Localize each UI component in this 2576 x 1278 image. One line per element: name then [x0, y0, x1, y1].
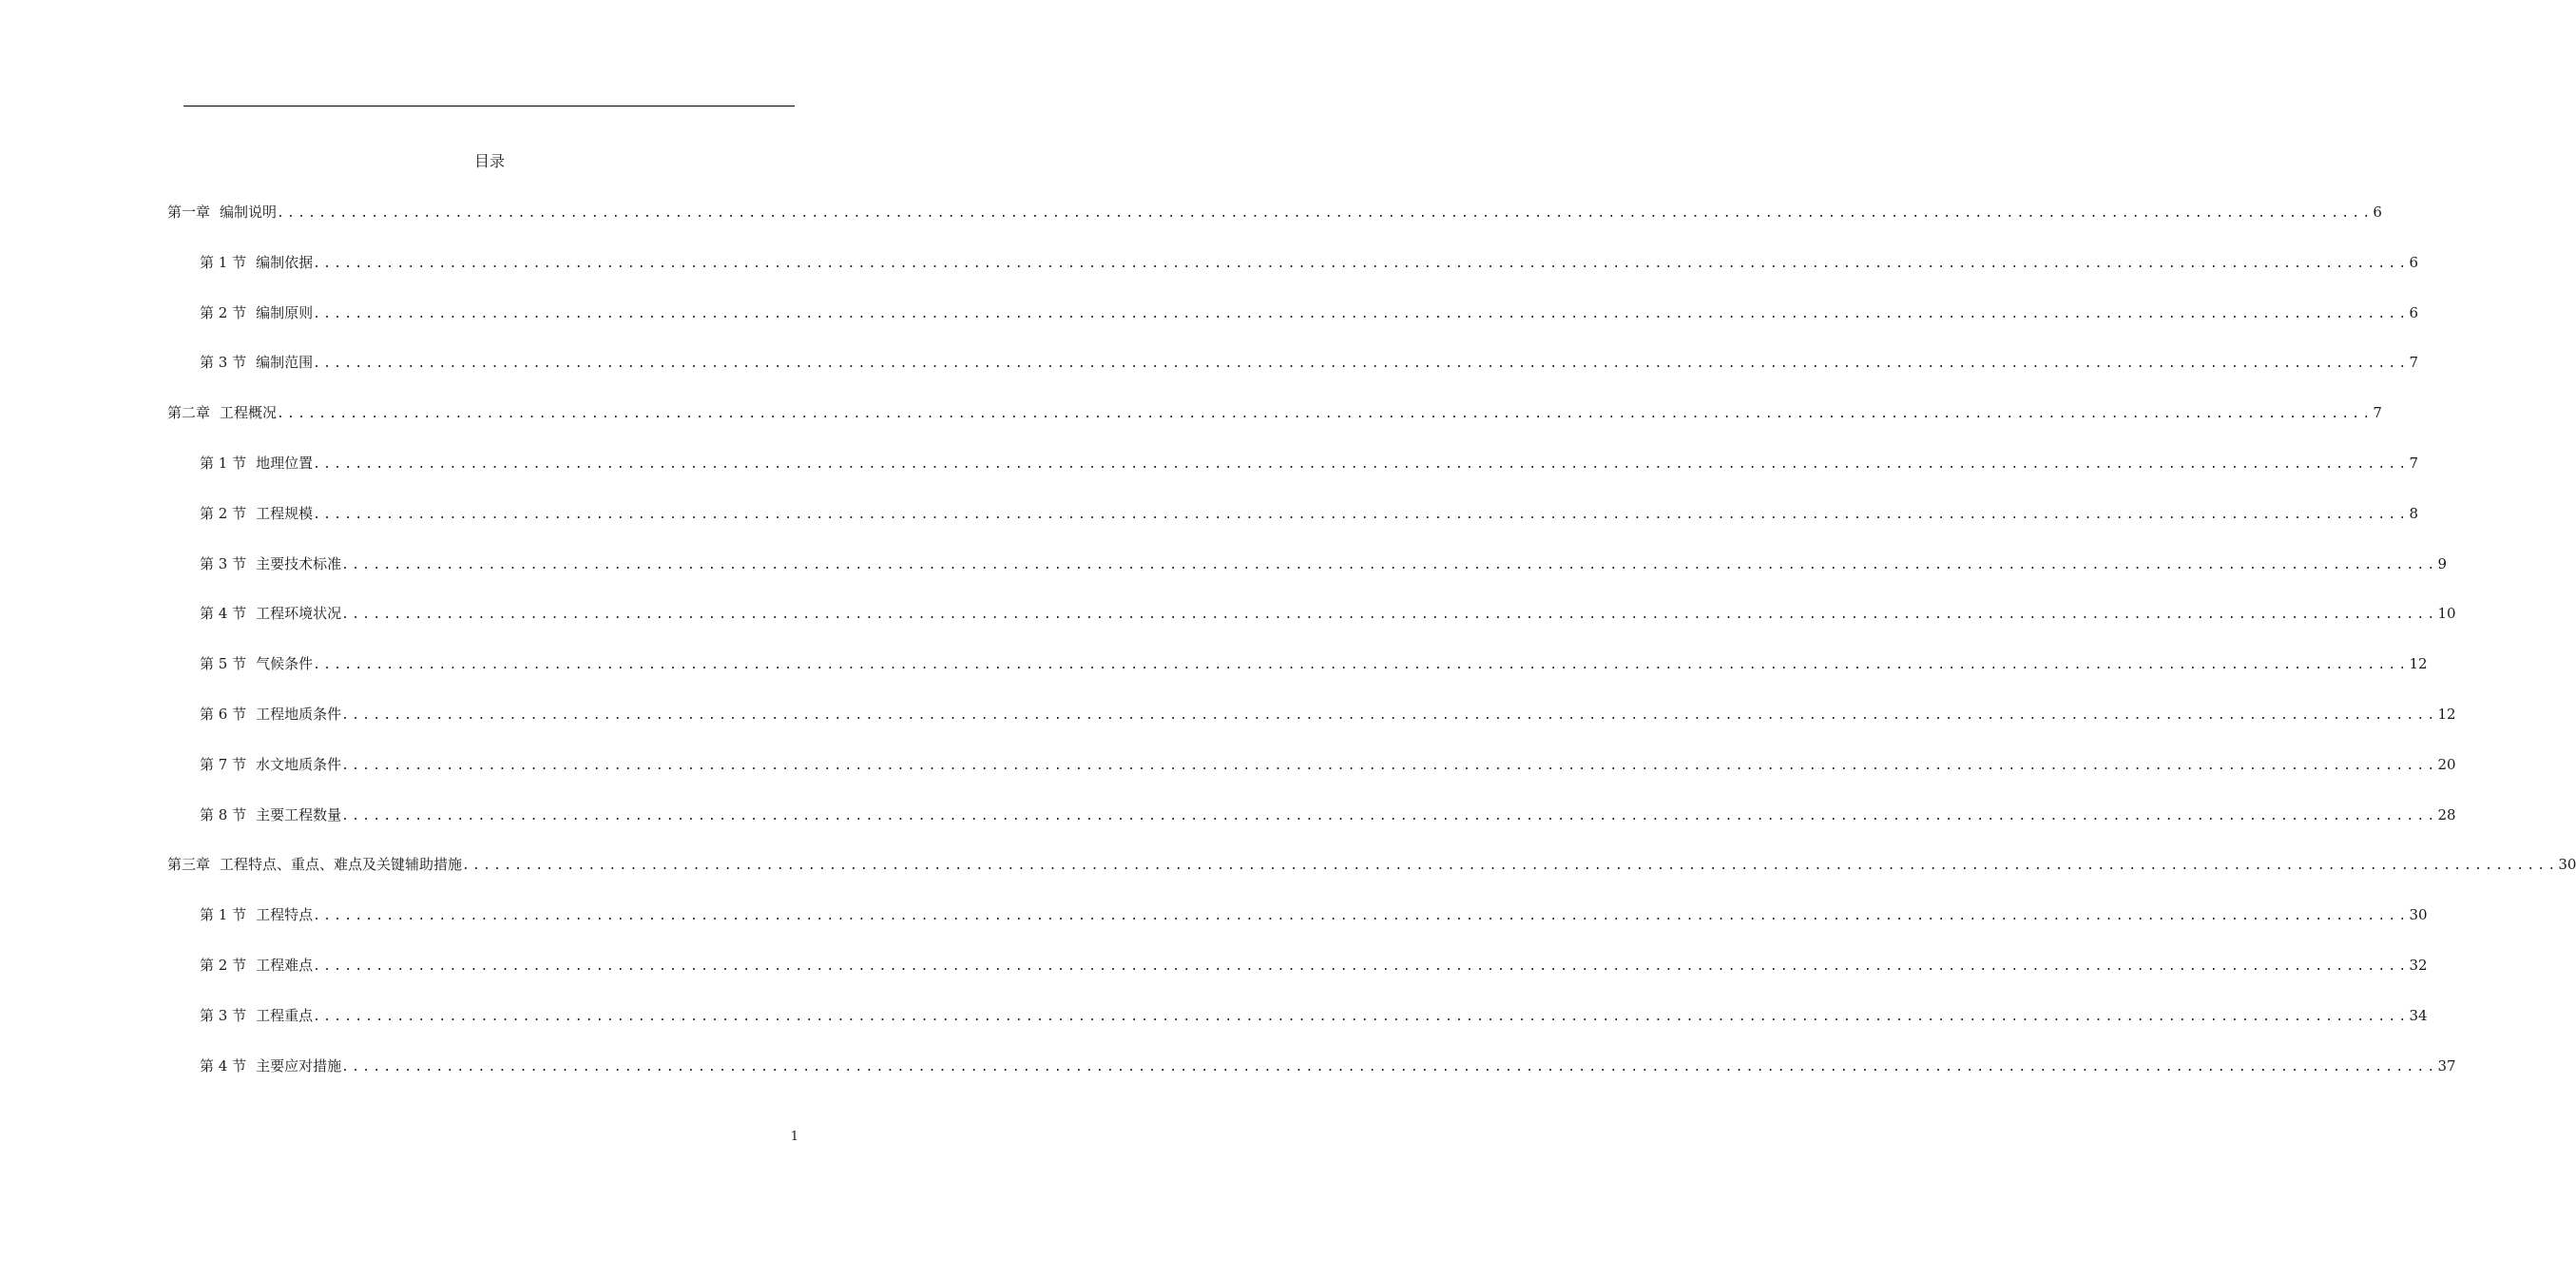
toc-entry-label	[200, 252, 313, 273]
toc-entry-label	[200, 553, 341, 574]
toc-entry-number: 第 3 节	[200, 354, 247, 372]
toc-entry-page: 6	[2373, 203, 2382, 221]
toc-section-entry[interactable]	[200, 352, 2418, 375]
page-number: 1	[790, 1130, 798, 1144]
toc-section-entry[interactable]	[200, 704, 2456, 726]
toc-dot-leader: ........................................................................................................................................................................................................	[341, 608, 2438, 623]
toc-entry-page: 7	[2409, 354, 2418, 372]
toc-section-entry[interactable]	[200, 904, 2428, 927]
toc-entry-label	[200, 704, 341, 725]
toc-entry-title: 气候条件	[256, 655, 314, 673]
toc-section-entry[interactable]	[200, 302, 2418, 325]
toc-entry-label	[200, 1055, 341, 1076]
toc-entry-label	[200, 352, 313, 373]
toc-dot-leader: ........................................................................................................................................................................................................	[313, 658, 2410, 673]
toc-entry-title: 工程难点	[256, 957, 314, 974]
toc-entry-title: 工程特点	[256, 906, 314, 924]
toc-entry-page: 32	[2409, 957, 2428, 974]
toc-entry-number: 第 3 节	[200, 1006, 247, 1024]
toc-entry-label	[200, 904, 313, 925]
toc-entry-number: 第 7 节	[200, 755, 247, 773]
toc-entry-title: 工程规模	[256, 504, 314, 522]
toc-dot-leader: ........................................................................................................................................................................................................	[313, 457, 2410, 472]
toc-entry-label	[200, 754, 341, 775]
toc-chapter-entry[interactable]	[167, 854, 2576, 877]
toc-entry-number: 第一章	[167, 203, 211, 221]
toc-dot-leader: ........................................................................................................................................................................................................	[341, 808, 2438, 823]
toc-entry-number: 第 8 节	[200, 805, 247, 823]
toc-dot-leader: ........................................................................................................................................................................................................	[313, 507, 2410, 522]
toc-dot-leader: ........................................................................................................................................................................................................	[462, 859, 2559, 874]
toc-entry-number: 第 4 节	[200, 1056, 247, 1075]
toc-entry-title: 主要工程数量	[256, 805, 342, 823]
toc-entry-number: 第 3 节	[200, 554, 247, 572]
toc-entry-title: 工程地质条件	[256, 706, 342, 723]
toc-entry-title: 主要应对措施	[256, 1056, 342, 1075]
toc-entry-number: 第 4 节	[200, 605, 247, 623]
toc-entry-number: 第 2 节	[200, 957, 247, 974]
toc-entry-label	[200, 1005, 313, 1026]
toc-entry-number: 第 6 节	[200, 706, 247, 723]
toc-entry-label	[167, 202, 277, 223]
toc-entry-label	[200, 955, 313, 976]
toc-dot-leader: ........................................................................................................................................................................................................	[313, 1009, 2410, 1024]
toc-section-entry[interactable]	[200, 653, 2428, 676]
toc-entry-title: 编制依据	[256, 253, 314, 271]
toc-section-entry[interactable]	[200, 553, 2447, 576]
toc-dot-leader: ........................................................................................................................................................................................................	[341, 557, 2438, 572]
toc-entry-number: 第 2 节	[200, 504, 247, 522]
toc-entry-page: 30	[2409, 906, 2428, 924]
toc-entry-page: 12	[2409, 655, 2428, 673]
toc-entry-number: 第二章	[167, 404, 211, 422]
toc-dot-leader: ........................................................................................................................................................................................................	[341, 1059, 2438, 1075]
toc-section-entry[interactable]	[200, 1005, 2428, 1028]
toc-entry-number: 第三章	[167, 856, 211, 874]
toc-dot-leader: ........................................................................................................................................................................................................	[313, 909, 2410, 924]
toc-entry-page: 9	[2437, 554, 2447, 572]
toc-entry-page: 30	[2558, 856, 2576, 874]
toc-entry-title: 工程特点、重点、难点及关键辅助措施	[220, 856, 463, 874]
toc-entry-page: 12	[2437, 706, 2456, 723]
toc-chapter-entry[interactable]	[167, 202, 2382, 224]
toc-section-entry[interactable]	[200, 252, 2418, 275]
toc-section-entry[interactable]	[200, 1055, 2456, 1078]
toc-section-entry[interactable]	[200, 503, 2418, 526]
toc-entry-label	[200, 302, 313, 323]
toc-dot-leader: ........................................................................................................................................................................................................	[313, 256, 2410, 271]
toc-chapter-entry[interactable]	[167, 402, 2382, 425]
toc-entry-title: 工程环境状况	[256, 605, 342, 623]
toc-dot-leader: ........................................................................................................................................................................................................	[313, 306, 2410, 321]
toc-dot-leader: ........................................................................................................................................................................................................	[277, 407, 2374, 422]
toc-section-entry[interactable]	[200, 754, 2456, 777]
toc-entry-label	[200, 603, 341, 624]
toc-entry-label	[200, 653, 313, 674]
toc-entry-label	[200, 453, 313, 474]
toc-entry-page: 20	[2437, 755, 2456, 773]
toc-title: 目录	[473, 152, 505, 170]
toc-entry-page: 10	[2437, 605, 2456, 623]
toc-entry-label	[167, 402, 277, 423]
toc-dot-leader: ........................................................................................................................................................................................................	[341, 758, 2438, 773]
toc-entry-number: 第 1 节	[200, 906, 247, 924]
toc-entry-title: 编制原则	[256, 303, 314, 321]
toc-entry-page: 7	[2373, 404, 2382, 422]
toc-entry-label	[167, 854, 462, 875]
toc-dot-leader: ........................................................................................................................................................................................................	[313, 357, 2410, 372]
toc-entry-title: 工程重点	[256, 1006, 314, 1024]
toc-entry-label	[200, 804, 341, 825]
toc-entry-page: 34	[2409, 1006, 2428, 1024]
toc-entry-page: 28	[2437, 805, 2456, 823]
toc-entry-title: 地理位置	[256, 455, 314, 472]
toc-dot-leader: ........................................................................................................................................................................................................	[313, 959, 2410, 974]
toc-section-entry[interactable]	[200, 453, 2418, 475]
toc-entry-page: 7	[2409, 455, 2418, 472]
toc-entry-number: 第 1 节	[200, 455, 247, 472]
toc-section-entry[interactable]	[200, 804, 2456, 827]
toc-dot-leader: ........................................................................................................................................................................................................	[277, 206, 2374, 221]
toc-entry-number: 第 5 节	[200, 655, 247, 673]
toc-section-entry[interactable]	[200, 955, 2428, 978]
toc-entry-title: 工程概况	[220, 404, 278, 422]
toc-entry-page: 6	[2409, 303, 2418, 321]
toc-entry-number: 第 2 节	[200, 303, 247, 321]
toc-entry-title: 主要技术标准	[256, 554, 342, 572]
toc-entry-title: 水文地质条件	[256, 755, 342, 773]
toc-entry-title: 编制说明	[220, 203, 278, 221]
toc-entry-number: 第 1 节	[200, 253, 247, 271]
toc-entry-title: 编制范围	[256, 354, 314, 372]
toc-dot-leader: ........................................................................................................................................................................................................	[341, 708, 2438, 723]
toc-entry-page: 8	[2409, 504, 2418, 522]
toc-entry-page: 6	[2409, 253, 2418, 271]
toc-entry-label	[200, 503, 313, 524]
toc-entry-page: 37	[2437, 1056, 2456, 1075]
toc-section-entry[interactable]	[200, 603, 2456, 626]
